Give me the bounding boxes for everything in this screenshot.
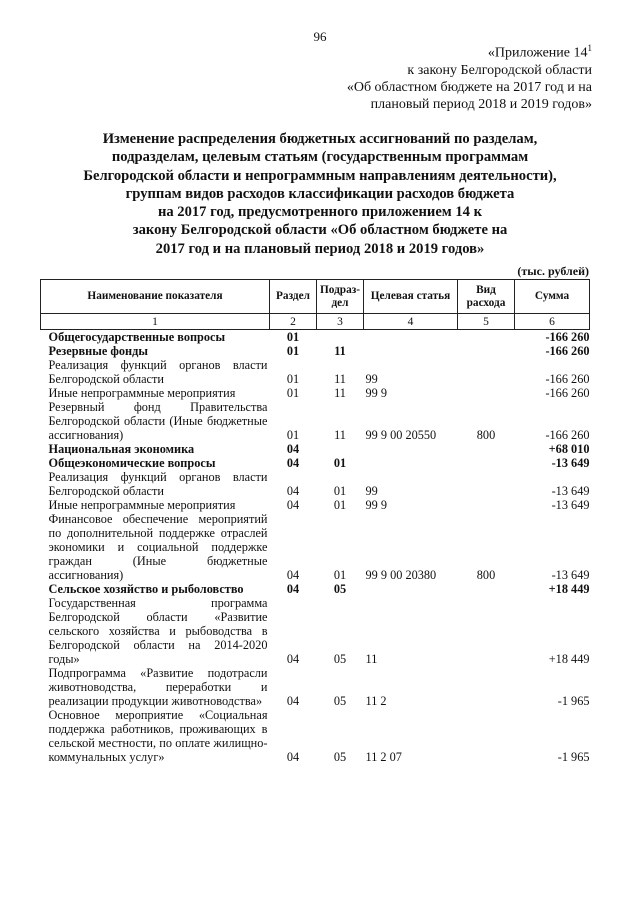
- row-sum: -166 260: [545, 428, 590, 442]
- table-row: [41, 470, 590, 498]
- row-section: 04: [286, 456, 300, 470]
- row-kind: [458, 344, 515, 358]
- row-sum: -1 965: [557, 750, 590, 764]
- row-name: Основное мероприятие «Социальная поддержка работников, проживающих в сельской местности, по оплате жилищно-коммунальных услуг»: [48, 708, 268, 764]
- row-name: Общеэкономические вопросы: [48, 456, 216, 470]
- table-row: [41, 358, 590, 386]
- row-target: 99 9: [365, 386, 388, 400]
- table-row: [41, 596, 590, 666]
- row-section: 01: [286, 386, 300, 400]
- table-row: [41, 498, 590, 512]
- page-number: 96: [313, 29, 327, 44]
- table-row: [41, 582, 590, 596]
- appendix-line-1: «Приложение $14^1$: [487, 43, 592, 61]
- row-name: Реализация функций органов власти Белгородской области: [48, 470, 268, 498]
- column-number: 6: [515, 314, 590, 330]
- row-section: 04: [286, 750, 300, 764]
- row-sum: +18 449: [548, 652, 590, 666]
- header-target: Целевая статья: [364, 280, 458, 314]
- row-subsection: 01: [333, 456, 347, 470]
- row-sum: +18 449: [548, 582, 590, 596]
- row-subsection: 11: [334, 428, 346, 442]
- row-sum: -166 260: [545, 386, 590, 400]
- row-kind: [458, 470, 515, 498]
- column-number: 3: [317, 314, 364, 330]
- title-line: подразделам, целевым статьям (государственным программам: [111, 149, 529, 166]
- row-name: Резервный фонд Правительства Белгородской области (Иные бюджетные ассигнования): [48, 400, 268, 442]
- units-label: (тыс. рублей): [517, 264, 589, 278]
- row-kind: [458, 386, 515, 400]
- table-row: [41, 400, 590, 442]
- row-sum: -166 260: [545, 344, 590, 358]
- row-target: [364, 344, 458, 358]
- row-name: Иные непрограммные мероприятия: [48, 498, 236, 512]
- row-kind: 800: [476, 428, 496, 442]
- row-target: [364, 456, 458, 470]
- row-kind: [458, 666, 515, 708]
- row-name: Финансовое обеспечение мероприятий по дополнительной поддержке отраслей экономики и социальной поддержке граждан (Иные бюджетные ассигнования): [48, 512, 268, 582]
- title-line: Изменение распределения бюджетных ассигнований по разделам,: [102, 131, 538, 147]
- row-sum: -13 649: [551, 568, 590, 582]
- appendix-line-3: «Об областном бюджете на 2017 год и на: [346, 79, 592, 95]
- table-body: [41, 330, 590, 765]
- row-target: [364, 442, 458, 456]
- row-subsection: 11: [334, 372, 346, 386]
- row-name: Национальная экономика: [48, 442, 195, 456]
- row-sum: -13 649: [551, 456, 590, 470]
- row-sum: -13 649: [551, 498, 590, 512]
- row-name: Подпрограмма «Развитие подотрасли животноводства, переработки и реализации продукции животноводства»: [48, 666, 268, 708]
- title-line: группам видов расходов классификации расходов бюджета: [125, 185, 515, 202]
- row-target: 11: [365, 652, 378, 666]
- table-row: [41, 708, 590, 764]
- row-target: 11 2 07: [365, 750, 402, 764]
- row-name: Иные непрограммные мероприятия: [48, 386, 236, 400]
- row-kind: [458, 498, 515, 512]
- row-section: 04: [286, 694, 300, 708]
- row-subsection: 05: [333, 694, 347, 708]
- row-subsection: 05: [333, 750, 347, 764]
- title-line: на 2017 год, предусмотренного приложением 14 к: [157, 204, 483, 221]
- row-name: Сельское хозяйство и рыболовство: [48, 582, 244, 596]
- table-row: [41, 344, 590, 358]
- row-target: 11 2: [365, 694, 387, 708]
- row-kind: [458, 582, 515, 596]
- row-section: 01: [286, 372, 300, 386]
- row-section: 04: [286, 652, 300, 666]
- row-subsection: [317, 330, 364, 345]
- row-kind: [458, 442, 515, 456]
- document-title: [50, 130, 590, 258]
- budget-table: [40, 279, 590, 764]
- row-kind: [458, 596, 515, 666]
- row-subsection: 05: [333, 582, 347, 596]
- row-target: 99 9: [365, 498, 388, 512]
- column-number: 2: [270, 314, 317, 330]
- row-sum: -166 260: [545, 372, 590, 386]
- row-target: [364, 330, 458, 345]
- row-sum: -13 649: [551, 484, 590, 498]
- row-section: 04: [286, 498, 300, 512]
- row-name: Общегосударственные вопросы: [48, 330, 226, 344]
- column-number-row: [41, 314, 590, 330]
- row-section: 01: [286, 330, 300, 344]
- row-name: Государственная программа Белгородской области «Развитие сельского хозяйства и рыбоводства в Белгородской области на 2014-2020 годы»: [48, 596, 268, 666]
- appendix-reference: [347, 40, 592, 113]
- column-number: 4: [364, 314, 458, 330]
- row-sum: +68 010: [548, 442, 590, 456]
- row-subsection: 11: [334, 344, 346, 358]
- row-target: 99 9 00 20550: [365, 428, 437, 442]
- title-line: 2017 год и на плановый период 2018 и 2019 годов»: [155, 240, 485, 257]
- table-row: [41, 666, 590, 708]
- row-subsection: 01: [333, 484, 347, 498]
- row-subsection: 11: [334, 386, 346, 400]
- row-name: Резервные фонды: [48, 344, 148, 358]
- row-target: 99 9 00 20380: [365, 568, 437, 582]
- header-section: Раздел: [270, 280, 317, 314]
- row-section: 04: [286, 582, 300, 596]
- row-kind: [458, 456, 515, 470]
- row-kind: [458, 358, 515, 386]
- row-target: [364, 582, 458, 596]
- row-target: 99: [365, 484, 378, 498]
- row-subsection: [317, 442, 364, 456]
- row-sum: -166 260: [545, 330, 590, 344]
- header-sum: Сумма: [515, 280, 590, 314]
- table-row: [41, 386, 590, 400]
- row-section: 04: [286, 568, 300, 582]
- row-section: 01: [286, 428, 300, 442]
- row-section: 01: [286, 344, 300, 358]
- row-kind: [458, 708, 515, 764]
- appendix-line-4: плановый период 2018 и 2019 годов»: [370, 96, 592, 112]
- row-section: 04: [286, 442, 300, 456]
- row-kind: 800: [476, 568, 496, 582]
- table-row: [41, 442, 590, 456]
- row-kind: [458, 330, 515, 345]
- appendix-superscript: 1: [587, 43, 592, 53]
- row-name: Реализация функций органов власти Белгородской области: [48, 358, 268, 386]
- header-subsection: Подраз-дел: [317, 280, 364, 314]
- table-row: [41, 512, 590, 582]
- row-target: 99: [365, 372, 378, 386]
- row-subsection: 01: [333, 568, 347, 582]
- header-name: Наименование показателя: [41, 280, 270, 314]
- title-line: Белгородской области и непрограммным направлениям деятельности),: [83, 167, 557, 184]
- table-row: [41, 330, 590, 345]
- row-sum: -1 965: [557, 694, 590, 708]
- table-row: [41, 456, 590, 470]
- title-line: закону Белгородской области «Об областном бюджете на: [132, 222, 508, 239]
- appendix-line-2: к закону Белгородской области: [407, 62, 592, 78]
- column-number: 5: [458, 314, 515, 330]
- table-header-row: [41, 280, 590, 314]
- header-kind: Вид расхода: [458, 280, 515, 314]
- row-subsection: 01: [333, 498, 347, 512]
- column-number: 1: [41, 314, 270, 330]
- row-section: 04: [286, 484, 300, 498]
- row-subsection: 05: [333, 652, 347, 666]
